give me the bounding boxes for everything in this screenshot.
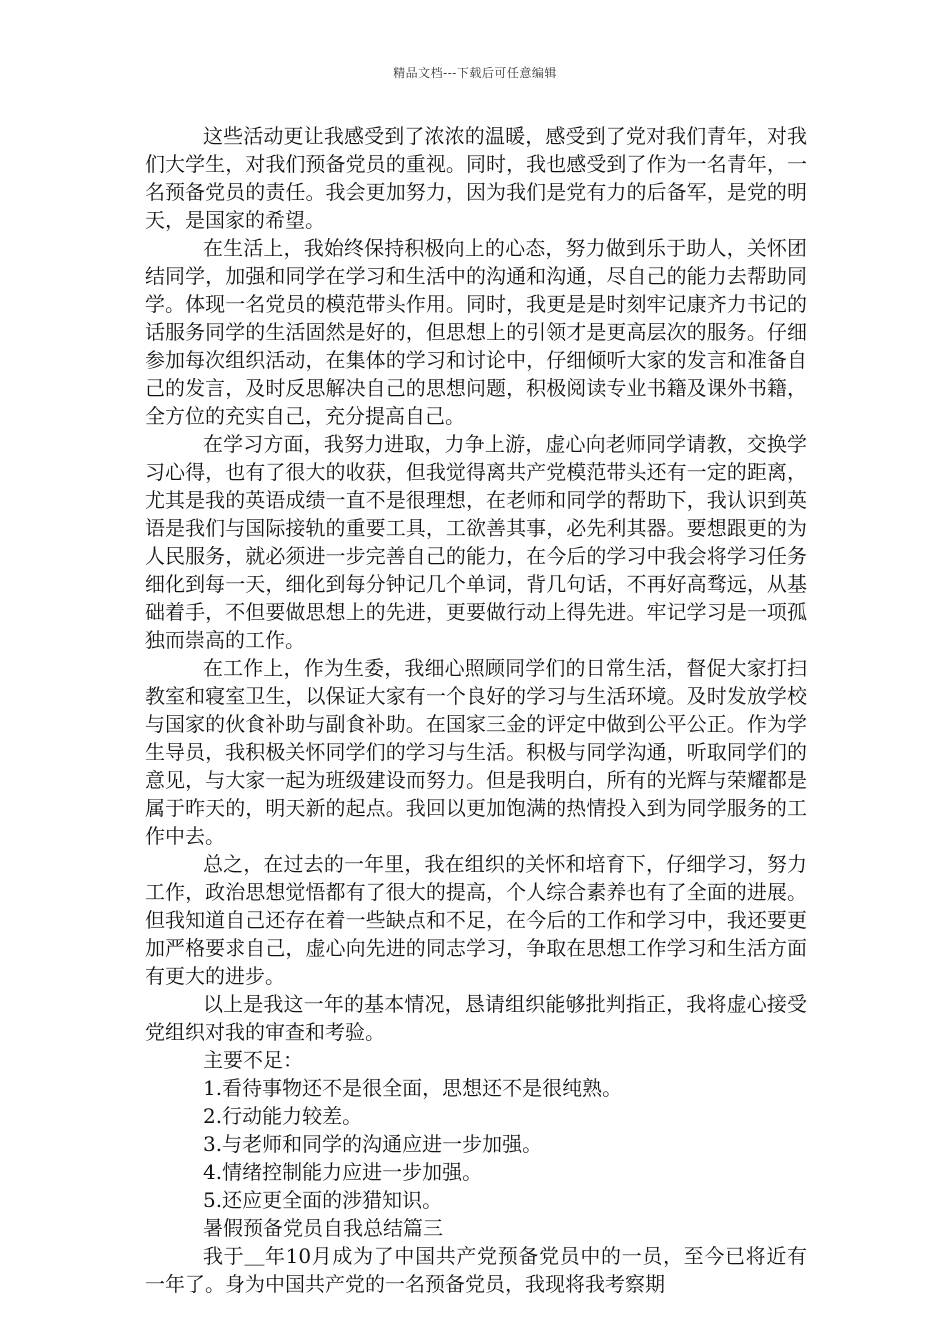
paragraph-activities: 这些活动更让我感受到了浓浓的温暖，感受到了党对我们青年，对我们大学生，对我们预备党员的重视。同时，我也感受到了作为一名青年，一名预备党员的责任。我会更加努力，因为我们是党有力的后备军，是党的明天，是国家的希望。 — [145, 124, 807, 232]
shortcoming-item: 1.看待事物还不是很全面，思想还不是很纯熟。 — [203, 1076, 623, 1100]
paragraph-intro-part3: 我于＿年10月成为了中国共产党预备党员中的一员，至今已将近有一年了。身为中国共产党的一名预备党员，我现将我考察期 — [145, 1244, 807, 1296]
shortcoming-item: 3.与老师和同学的沟通应进一步加强。 — [203, 1132, 543, 1156]
page-header: 精品文档---下载后可任意编辑 — [393, 66, 557, 80]
paragraph-work: 在工作上，作为生委，我细心照顾同学们的日常生活，督促大家打扫教室和寝室卫生，以保证大家有一个良好的学习与生活环境。及时发放学校与国家的伙食补助与副食补助。在国家三金的评定中做到公平公正。作为学生导员，我积极关怀同学们的学习与生活。积极与同学沟通，听取同学们的意见，与大家一起为班级建设而努力。但是我明白，所有的光辉与荣耀都是属于昨天的，明天新的起点。我回以更加饱满的热情投入到为同学服务的工作中去。 — [145, 656, 807, 848]
section-title: 暑假预备党员自我总结篇三 — [203, 1216, 443, 1240]
shortcoming-item: 2.行动能力较差。 — [203, 1104, 363, 1128]
shortcoming-item: 4.情绪控制能力应进一步加强。 — [203, 1160, 483, 1184]
paragraph-closing: 以上是我这一年的基本情况，恳请组织能够批判指正，我将虚心接受党组织对我的审查和考验。 — [145, 992, 807, 1044]
paragraph-study: 在学习方面，我努力进取，力争上游，虚心向老师同学请教，交换学习心得，也有了很大的收获，但我觉得离共产党模范带头还有一定的距离，尤其是我的英语成绩一直不是很理想，在老师和同学的帮助下，我认识到英语是我们与国际接轨的重要工具，工欲善其事，必先利其器。要想跟更的为人民服务，就必须进一步完善自己的能力，在今后的学习中我会将学习任务细化到每一天，细化到每分钟记几个单词，背几句话，不再好高骛远，从基础着手，不但要做思想上的先进，更要做行动上得先进。牢记学习是一项孤独而崇高的工作。 — [145, 432, 807, 652]
shortcomings-heading: 主要不足： — [203, 1048, 303, 1072]
paragraph-life: 在生活上，我始终保持积极向上的心态，努力做到乐于助人，关怀团结同学，加强和同学在学习和生活中的沟通和沟通，尽自己的能力去帮助同学。体现一名党员的模范带头作用。同时，我更是是时刻牢记康齐力书记的话服务同学的生活固然是好的，但思想上的引领才是更高层次的服务。仔细参加每次组织活动，在集体的学习和讨论中，仔细倾听大家的发言和准备自己的发言，及时反思解决自己的思想问题，积极阅读专业书籍及课外书籍，全方位的充实自己，充分提高自己。 — [145, 236, 807, 428]
shortcoming-item: 5.还应更全面的涉猎知识。 — [203, 1188, 443, 1212]
paragraph-summary: 总之，在过去的一年里，我在组织的关怀和培育下，仔细学习，努力工作，政治思想觉悟都有了很大的提高，个人综合素养也有了全面的进展。但我知道自己还存在着一些缺点和不足，在今后的工作和学习中，我还要更加严格要求自己，虚心向先进的同志学习，争取在思想工作学习和生活方面有更大的进步。 — [145, 852, 807, 988]
document-body — [145, 122, 807, 1298]
